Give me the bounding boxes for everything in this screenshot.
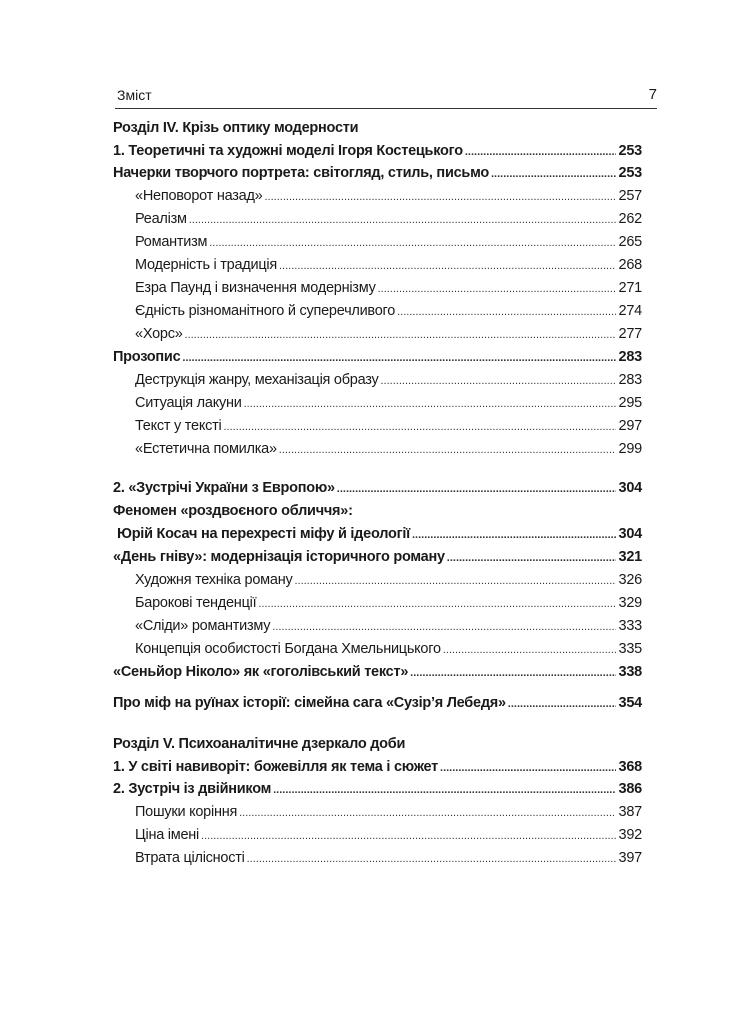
toc-entry[interactable]: [135, 850, 642, 872]
dot-leader: [440, 762, 616, 774]
toc-entry-label: Художня техніка роману: [135, 572, 293, 588]
toc-entry-page: 304: [618, 526, 642, 542]
toc-entry[interactable]: [113, 664, 642, 686]
dot-leader: [273, 784, 616, 796]
dot-leader: [378, 283, 616, 295]
toc-entry-label: Юрій Косач на перехресті міфу й ідеології: [117, 526, 410, 542]
toc-entry[interactable]: [113, 143, 642, 165]
toc-entry[interactable]: [135, 441, 642, 463]
toc-entry[interactable]: [113, 349, 642, 371]
toc-entry[interactable]: [135, 326, 642, 348]
toc-entry-page: 335: [618, 641, 642, 657]
dot-leader: [201, 830, 616, 842]
toc-entry-page: 321: [618, 549, 642, 565]
toc-entry[interactable]: [135, 280, 642, 302]
toc-entry-label: 2. Зустріч із двійником: [113, 781, 272, 797]
toc-entry-page: 386: [618, 781, 642, 797]
toc-entry[interactable]: [113, 480, 642, 502]
dot-leader: [265, 191, 617, 203]
toc-entry-page: 333: [618, 618, 642, 634]
dot-leader: [381, 375, 617, 387]
toc-entry[interactable]: [113, 695, 642, 717]
dot-leader: [223, 421, 616, 433]
toc-entry[interactable]: [135, 618, 642, 640]
dot-leader: [294, 575, 616, 587]
toc-entry-page: 283: [618, 372, 642, 388]
dot-leader: [244, 398, 616, 410]
toc-entry[interactable]: [135, 395, 642, 417]
toc-entry[interactable]: [135, 827, 642, 849]
toc-entry-page: 262: [618, 211, 642, 227]
toc-entry-label: «Сеньйор Ніколо» як «гоголівський текст»: [113, 664, 409, 680]
toc-entry-label: 1. У світі навиворіт: божевілля як тема і сюжет: [113, 759, 439, 775]
toc-entry[interactable]: [135, 641, 642, 663]
toc-entry-label: Пошуки коріння: [135, 804, 238, 820]
toc-entry-label: Начерки творчого портрета: світогляд, стиль, письмо: [113, 165, 489, 181]
toc-entry[interactable]: [135, 372, 642, 394]
toc-entry-page: 268: [618, 257, 642, 273]
toc-entry-page: 274: [618, 303, 642, 319]
dot-leader: [258, 598, 616, 610]
toc-entry-page: 368: [618, 759, 642, 775]
toc-entry[interactable]: [113, 781, 642, 803]
toc-entry-label: Прозопис: [113, 349, 181, 365]
dot-leader: [410, 667, 616, 679]
running-header: [115, 86, 657, 109]
toc-entry-page: 338: [618, 664, 642, 680]
toc-entry[interactable]: [113, 759, 642, 781]
toc-entry-label: Реалізм: [135, 211, 187, 227]
toc-entry[interactable]: [135, 418, 642, 440]
toc-entry-page: 387: [618, 804, 642, 820]
toc-entry-label: Романтизм: [135, 234, 208, 250]
toc-entry-page: 257: [618, 188, 642, 204]
toc-entry-label: «Естетична помилка»: [135, 441, 277, 457]
toc-entry-page: 253: [618, 165, 642, 181]
toc-entry-label: Модерність і традиція: [135, 257, 277, 273]
toc-entry-page: 329: [618, 595, 642, 611]
toc-entry-label: Єдність різноманітного й суперечливого: [135, 303, 396, 319]
toc-entry-label: «Неповорот назад»: [135, 188, 263, 204]
toc-entry-page: 253: [618, 143, 642, 159]
toc-entry[interactable]: [135, 211, 642, 233]
toc-entry[interactable]: [135, 572, 642, 594]
dot-leader: [247, 853, 616, 865]
toc-entry-label: Деструкція жанру, механізація образу: [135, 372, 379, 388]
section-heading: Розділ V. Психоаналітичне дзеркало доби: [113, 736, 406, 752]
toc-entry-page: 297: [618, 418, 642, 434]
toc-entry-label: «Хорс»: [135, 326, 183, 342]
toc-entry-heading: Феномен «роздвоєного обличчя»:: [113, 503, 353, 519]
toc-entry-page: 397: [618, 850, 642, 866]
dot-leader: [182, 352, 616, 364]
toc-entry-label: Втрата цілісності: [135, 850, 245, 866]
toc-entry-label: 1. Теоретичні та художні моделі Ігоря Костецького: [113, 143, 463, 159]
toc-entry-page: 304: [618, 480, 642, 496]
toc-entry-label: Ціна імені: [135, 827, 200, 843]
toc-entry-page: 271: [618, 280, 642, 296]
toc-entry[interactable]: [135, 257, 642, 279]
dot-leader: [337, 483, 616, 495]
toc-entry[interactable]: [135, 303, 642, 325]
toc-entry-label: Про міф на руїнах історії: сімейна сага «Сузір’я Лебедя»: [113, 695, 506, 711]
dot-leader: [465, 146, 616, 158]
section-heading: Розділ IV. Крізь оптику модерности: [113, 120, 359, 136]
header-title: Зміст: [117, 87, 152, 103]
toc-entry-page: 326: [618, 572, 642, 588]
dot-leader: [447, 552, 616, 564]
dot-leader: [443, 644, 616, 656]
toc-entry-label: Концепція особистості Богдана Хмельницького: [135, 641, 441, 657]
dot-leader: [209, 237, 616, 249]
toc-entry[interactable]: [135, 804, 642, 826]
toc-entry-label: Езра Паунд і визначення модернізму: [135, 280, 376, 296]
toc-entry[interactable]: [113, 526, 642, 548]
toc-entry-page: 354: [618, 695, 642, 711]
toc-entry-label: 2. «Зустрічі України з Европою»: [113, 480, 335, 496]
toc-entry[interactable]: [113, 549, 642, 571]
dot-leader: [279, 260, 616, 272]
dot-leader: [412, 529, 616, 541]
dot-leader: [491, 168, 616, 180]
toc-entry-page: 265: [618, 234, 642, 250]
toc-entry-label: Ситуація лакуни: [135, 395, 242, 411]
dot-leader: [272, 621, 616, 633]
dot-leader: [508, 698, 616, 710]
page-number: 7: [648, 86, 657, 103]
toc-entry[interactable]: [113, 165, 642, 187]
dot-leader: [397, 306, 616, 318]
toc-entry[interactable]: [135, 234, 642, 256]
dot-leader: [185, 329, 616, 341]
dot-leader: [279, 444, 616, 456]
toc-entry-page: 277: [618, 326, 642, 342]
toc-entry-label: Текст у тексті: [135, 418, 222, 434]
dot-leader: [239, 807, 616, 819]
toc-entry-label: Барокові тенденції: [135, 595, 257, 611]
toc-entry-page: 299: [618, 441, 642, 457]
toc-entry-label: «День гніву»: модернізація історичного роману: [113, 549, 445, 565]
toc-entry-page: 295: [618, 395, 642, 411]
toc-entry[interactable]: [135, 188, 642, 210]
toc-entry-label: «Сліди» романтизму: [135, 618, 271, 634]
toc-entry-page: 392: [618, 827, 642, 843]
toc-entry-page: 283: [618, 349, 642, 365]
toc-entry[interactable]: [135, 595, 642, 617]
dot-leader: [189, 214, 616, 226]
